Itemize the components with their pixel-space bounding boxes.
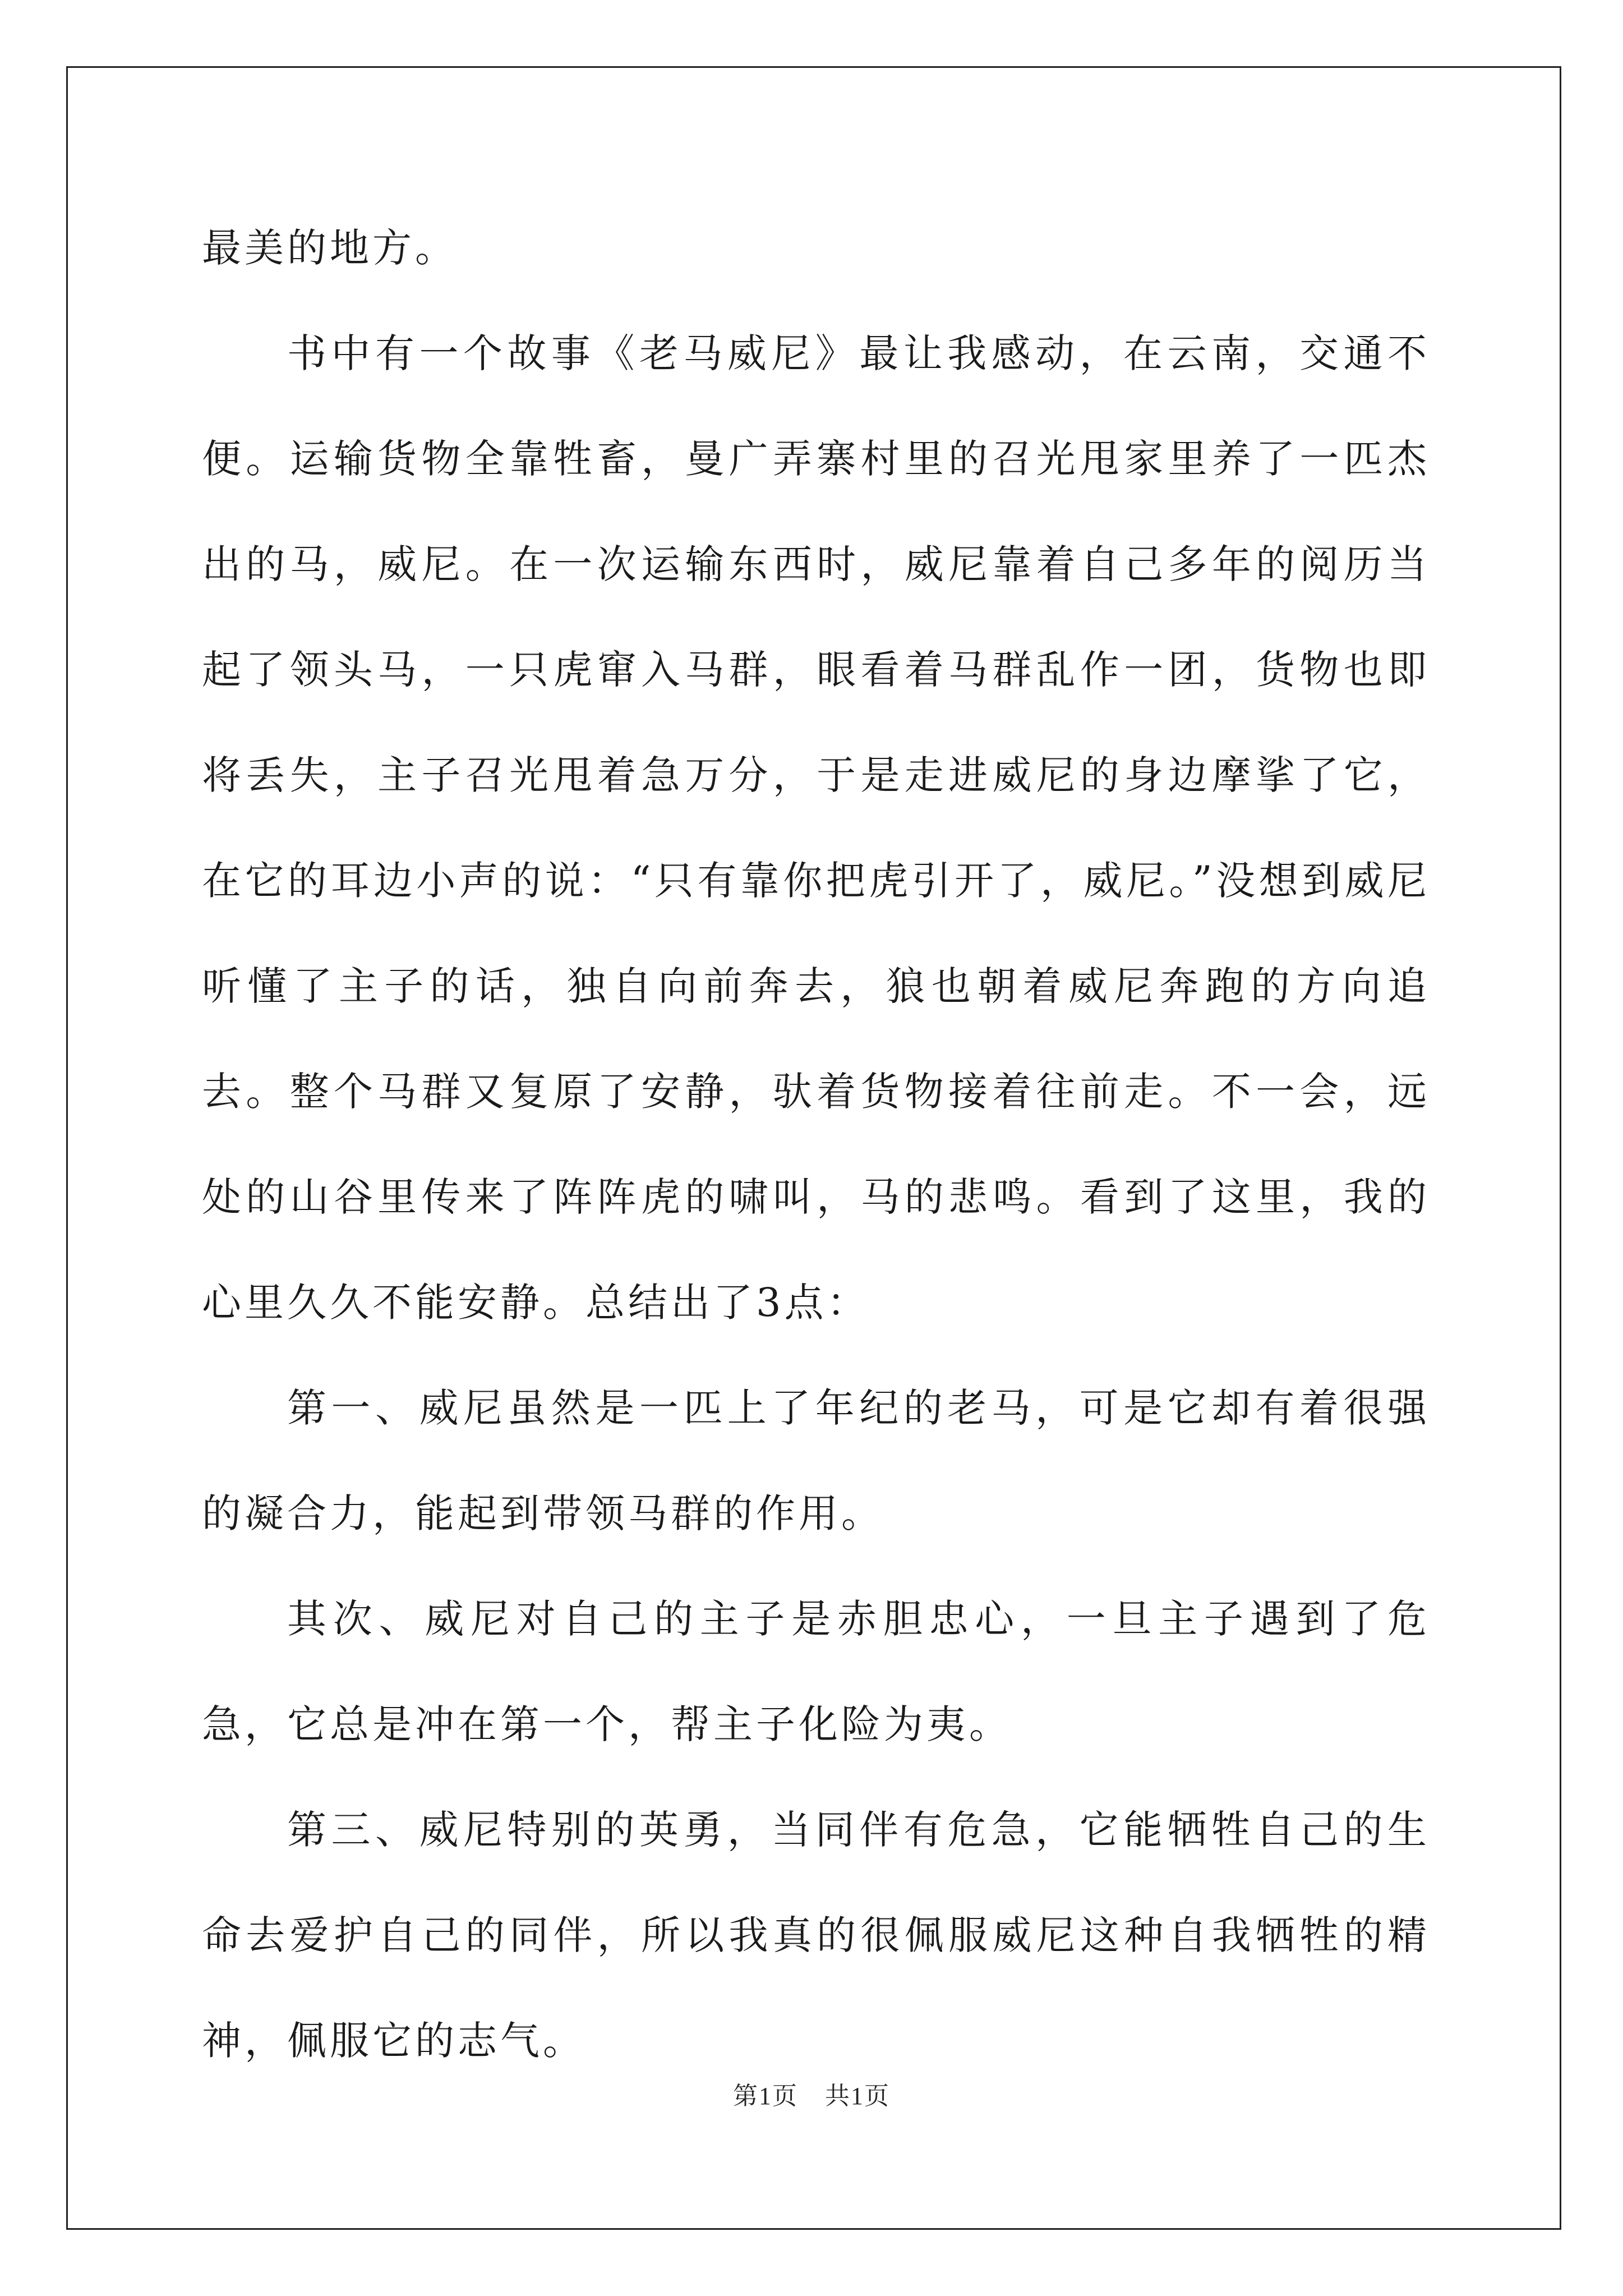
page-number-current: 第1页: [733, 2082, 798, 2110]
paragraph-point-three: 第三、威尼特别的英勇，当同伴有危急，它能牺牲自己的生命去爱护自己的同伴，所以我真的很佩服威尼这种自我牺牲的精神，佩服它的志气。: [202, 1807, 1430, 2064]
document-body: [202, 195, 1430, 2093]
paragraph-point-one: 第一、威尼虽然是一匹上了年纪的老马，可是它却有着很强的凝合力，能起到带领马群的作用。: [202, 1385, 1430, 1536]
paragraph-opening: 最美的地方。: [202, 225, 458, 271]
paragraph-story: 书中有一个故事《老马威尼》最让我感动，在云南，交通不便。运输货物全靠牲畜，曼广弄寨村里的召光甩家里养了一匹杰出的马，威尼。在一次运输东西时，威尼靠着自己多年的阅历当起了领头马，一只虎窜入马群，眼看着马群乱作一团，货物也即将丢失，主子召光甩着急万分，于是走进威尼的身边摩挲了它，在它的耳边小声的说：“只有靠你把虎引开了，威尼。”没想到威尼听懂了主子的话，独自向前奔去，狼也朝着威尼奔跑的方向追去。整个马群又复原了安静，驮着货物接着往前走。不一会，远处的山谷里传来了阵阵虎的啸叫，马的悲鸣。看到了这里，我的心里久久不能安静。总结出了3点：: [202, 330, 1430, 1326]
page-footer: [0, 2076, 1623, 2111]
page-number-total: 共1页: [825, 2082, 890, 2110]
paragraph-point-two: 其次、威尼对自己的主子是赤胆忠心，一旦主子遇到了危急，它总是冲在第一个，帮主子化险为夷。: [202, 1596, 1430, 1747]
